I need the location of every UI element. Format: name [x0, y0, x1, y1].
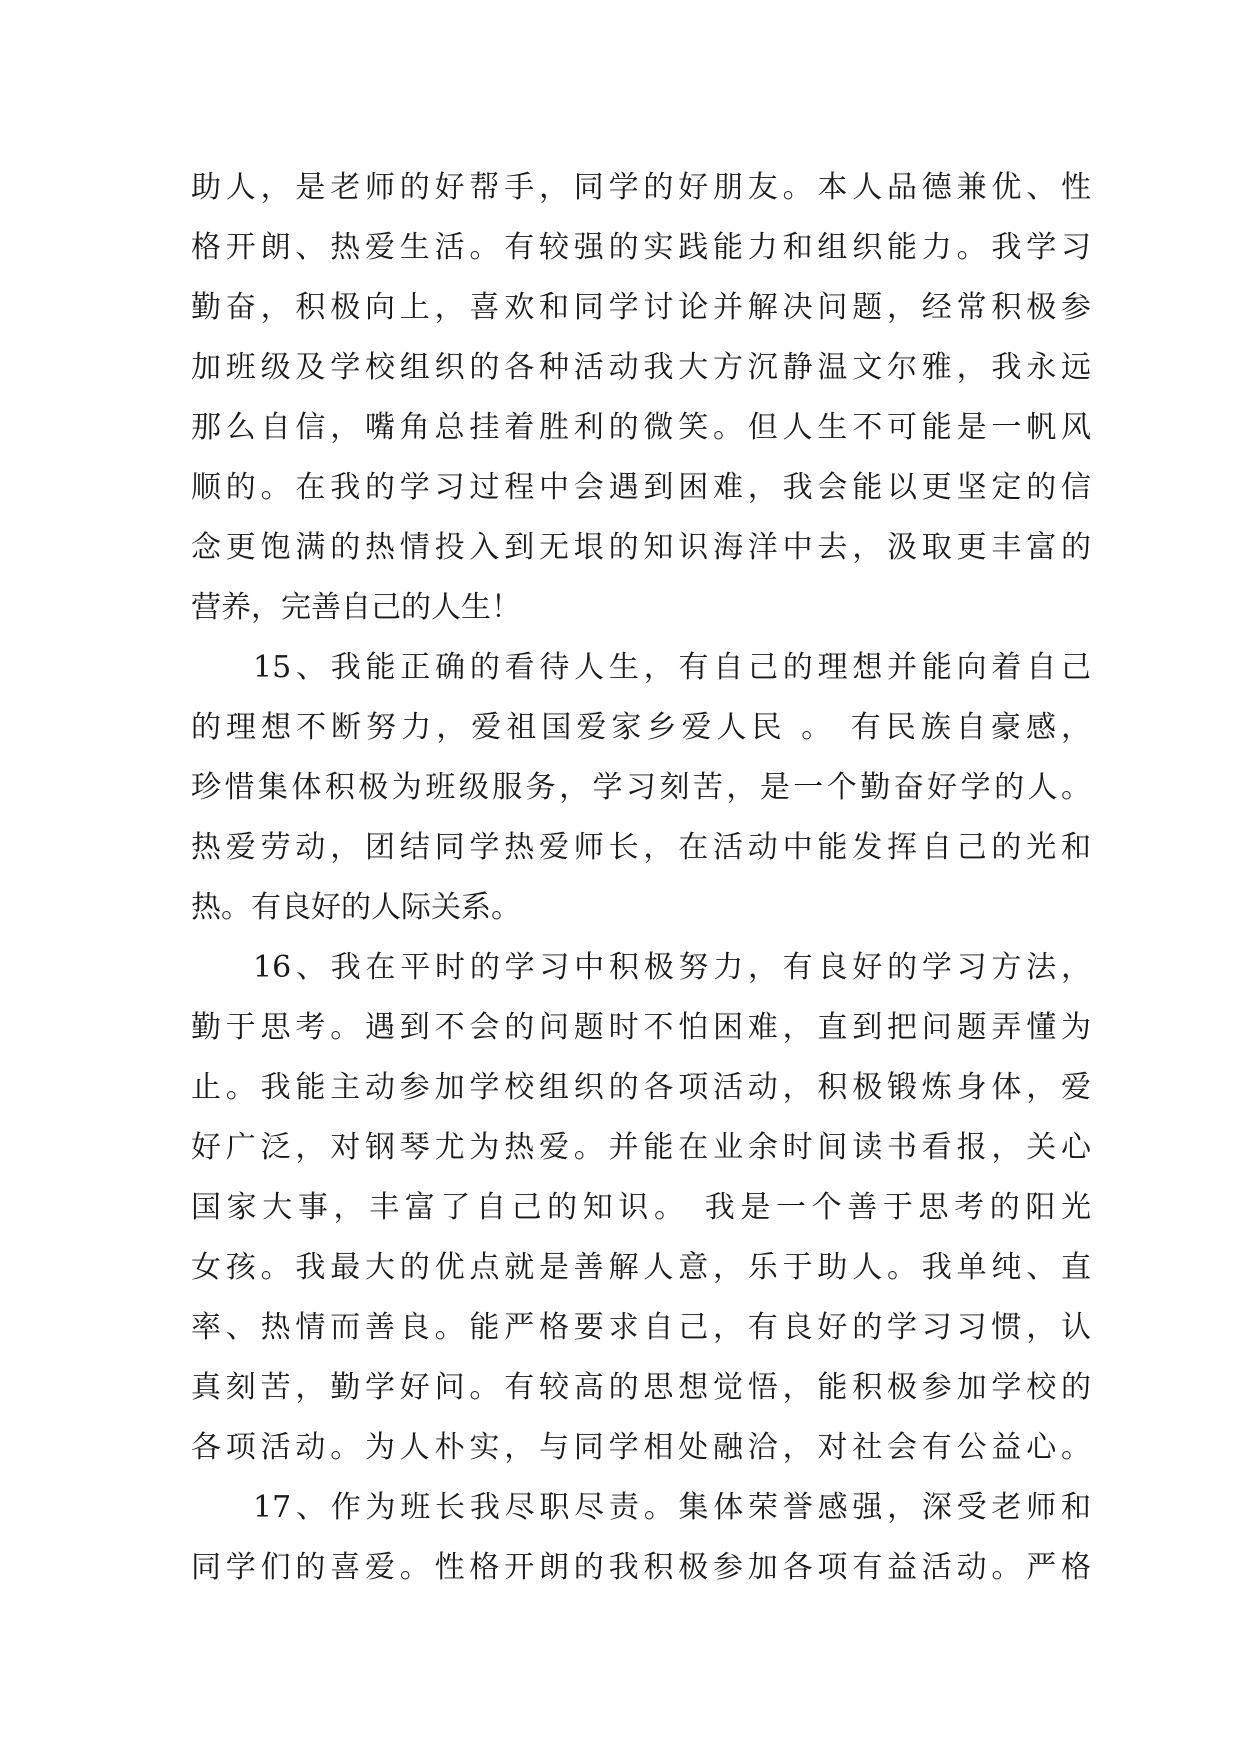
text-line: 顺的。在我的学习过程中会遇到困难，我会能以更坚定的信: [191, 470, 1091, 505]
text-line: 的理想不断努力，爱祖国爱家乡爱人民 。 有民族自豪感，: [191, 710, 1091, 745]
text-line: 加班级及学校组织的各种活动我大方沉静温文尔雅，我永远: [191, 350, 1091, 385]
paragraph-17-first-line: 17、作为班长我尽职尽责。集体荣誉感强，深受老师和: [253, 1490, 1091, 1525]
text-line: 真刻苦，勤学好问。有较高的思想觉悟，能积极参加学校的: [191, 1370, 1091, 1405]
text-line: 热爱劳动，团结同学热爱师长，在活动中能发挥自己的光和: [191, 830, 1091, 865]
text-line: 热。有良好的人际关系。: [191, 890, 521, 925]
text-line: 格开朗、热爱生活。有较强的实践能力和组织能力。我学习: [191, 230, 1091, 265]
text-line: 国家大事，丰富了自己的知识。 我是一个善于思考的阳光: [191, 1190, 1091, 1225]
text-line: 勤奋，积极向上，喜欢和同学讨论并解决问题，经常积极参: [191, 290, 1091, 325]
text-line: 止。我能主动参加学校组织的各项活动，积极锻炼身体，爱: [191, 1070, 1091, 1105]
text-line: 珍惜集体积极为班级服务，学习刻苦，是一个勤奋好学的人。: [191, 770, 1091, 805]
text-line: 助人，是老师的好帮手，同学的好朋友。本人品德兼优、性: [191, 170, 1091, 205]
text-line: 率、热情而善良。能严格要求自己，有良好的学习习惯，认: [191, 1310, 1091, 1345]
paragraph-15-first-line: 15、我能正确的看待人生，有自己的理想并能向着自己: [253, 650, 1091, 685]
text-line: 勤于思考。遇到不会的问题时不怕困难，直到把问题弄懂为: [191, 1010, 1091, 1045]
paragraph-16-first-line: 16、我在平时的学习中积极努力，有良好的学习方法，: [253, 950, 1091, 985]
text-line: 好广泛，对钢琴尤为热爱。并能在业余时间读书看报，关心: [191, 1130, 1091, 1165]
text-line: 同学们的喜爱。性格开朗的我积极参加各项有益活动。严格: [191, 1550, 1091, 1585]
text-line: 女孩。我最大的优点就是善解人意，乐于助人。我单纯、直: [191, 1250, 1091, 1285]
text-line: 那么自信，嘴角总挂着胜利的微笑。但人生不可能是一帆风: [191, 410, 1091, 445]
text-line: 念更饱满的热情投入到无垠的知识海洋中去，汲取更丰富的: [191, 530, 1091, 565]
text-line: 各项活动。为人朴实，与同学相处融洽，对社会有公益心。: [191, 1430, 1091, 1465]
text-line: 营养，完善自己的人生！: [191, 590, 521, 625]
document-body: [191, 158, 1091, 1598]
